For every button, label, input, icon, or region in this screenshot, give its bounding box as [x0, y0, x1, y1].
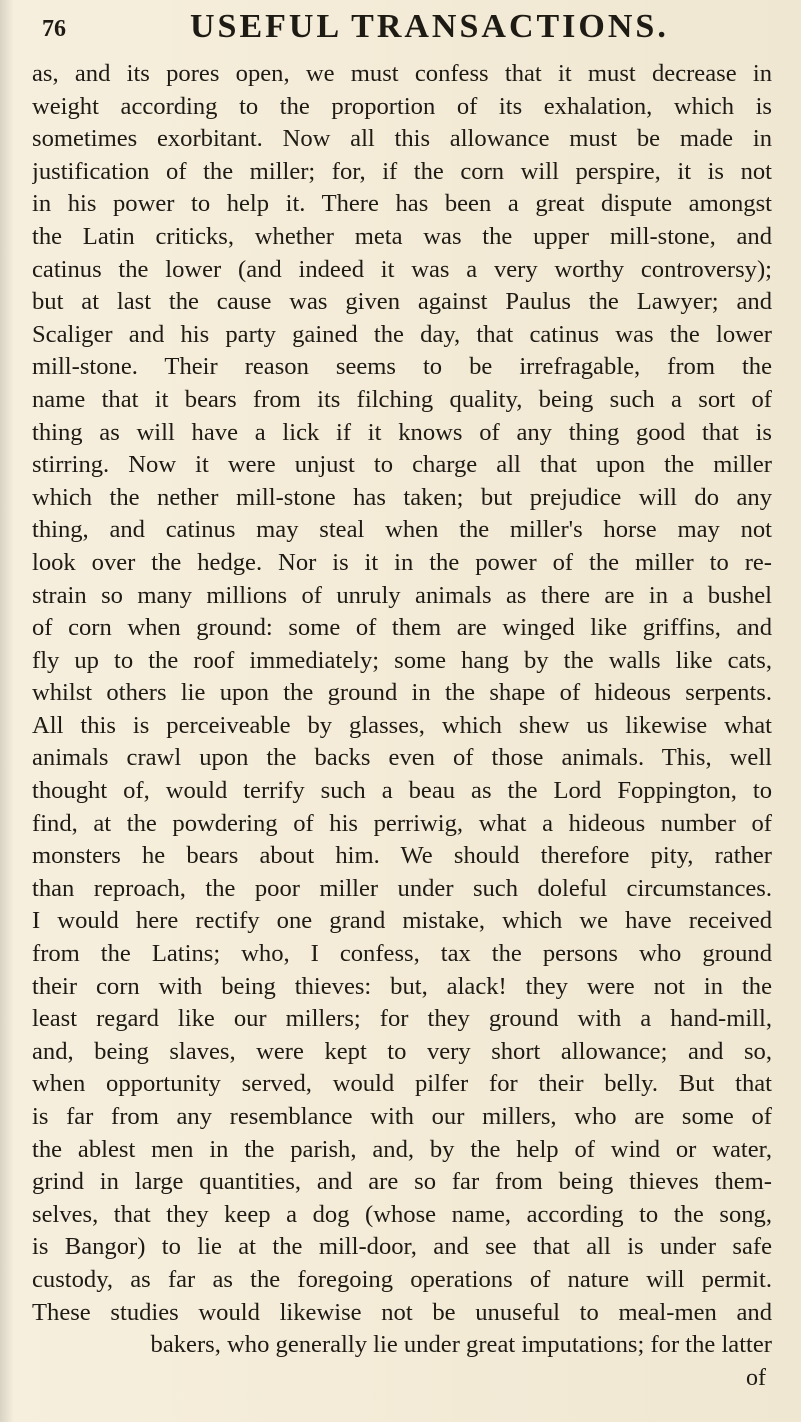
- text-line: I would here rectify one grand mistake, which we have received: [32, 907, 772, 935]
- text-line: from the Latins; who, I confess, tax the persons who ground: [32, 940, 772, 968]
- running-head: USEFUL TRANSACTIONS.: [190, 8, 669, 45]
- text-line: in his power to help it. There has been a great dispute amongst: [32, 190, 772, 218]
- text-line: and, being slaves, were kept to very short allowance; and so,: [32, 1037, 772, 1065]
- text-line: is far from any resemblance with our millers, who are some of: [32, 1103, 772, 1130]
- page-gutter-shadow: [0, 0, 14, 1422]
- page-number: 76: [42, 16, 66, 42]
- text-line: find, at the powdering of his perriwig, what a hideous number of: [32, 809, 772, 837]
- text-line: fly up to the roof immediately; some hang by the walls like cats,: [32, 646, 772, 674]
- text-line: thing, and catinus may steal when the miller's horse may not: [32, 516, 772, 544]
- body-text: [32, 58, 772, 1362]
- text-line: is Bangor) to lie at the mill-door, and see that all is under safe: [32, 1233, 772, 1261]
- text-line: animals crawl upon the backs even of those animals. This, well: [32, 744, 772, 772]
- text-line: thought of, would terrify such a beau as the Lord Foppington, to: [32, 777, 772, 805]
- text-line: mill-stone. Their reason seems to be irrefragable, from the: [32, 353, 772, 381]
- text-line: sometimes exorbitant. Now all this allowance must be made in: [32, 125, 772, 153]
- text-line: which the nether mill-stone has taken; but prejudice will do any: [32, 483, 772, 511]
- text-line: their corn with being thieves: but, alack! they were not in the: [32, 972, 772, 1000]
- text-line: weight according to the proportion of its exhalation, which is: [32, 92, 772, 120]
- text-line: than reproach, the poor miller under such doleful circumstances.: [32, 874, 772, 902]
- page-header: [32, 8, 772, 44]
- text-line: Scaliger and his party gained the day, that catinus was the lower: [32, 320, 772, 348]
- catchword: of: [746, 1365, 766, 1391]
- text-line: the Latin criticks, whether meta was the upper mill-stone, and: [32, 222, 772, 250]
- text-line: but at last the cause was given against Paulus the Lawyer; and: [32, 288, 772, 316]
- text-line: when opportunity served, would pilfer for their belly. But that: [32, 1070, 772, 1098]
- text-line: These studies would likewise not be unuseful to meal-men and: [32, 1298, 772, 1326]
- text-line: thing as will have a lick if it knows of any thing good that is: [32, 418, 772, 446]
- text-line: catinus the lower (and indeed it was a very worthy controversy);: [32, 255, 772, 283]
- text-line: justification of the miller; for, if the corn will perspire, it is not: [32, 157, 772, 185]
- text-line: as, and its pores open, we must confess that it must decrease in: [32, 60, 772, 87]
- text-line: whilst others lie upon the ground in the shape of hideous serpents.: [32, 679, 772, 707]
- text-line: custody, as far as the foregoing operations of nature will permit.: [32, 1265, 772, 1293]
- text-line: name that it bears from its filching quality, being such a sort of: [32, 385, 772, 413]
- text-line: least regard like our millers; for they ground with a hand-mill,: [32, 1005, 772, 1033]
- text-line: selves, that they keep a dog (whose name, according to the song,: [32, 1200, 772, 1228]
- text-line: grind in large quantities, and are so far from being thieves them-: [32, 1168, 772, 1196]
- text-line: All this is perceiveable by glasses, which shew us likewise what: [32, 711, 772, 739]
- text-line: monsters he bears about him. We should therefore pity, rather: [32, 842, 772, 870]
- text-line: of corn when ground: some of them are winged like griffins, and: [32, 614, 772, 642]
- text-line: bakers, who generally lie under great imputations; for the latter: [150, 1331, 772, 1359]
- text-line: stirring. Now it were unjust to charge all that upon the miller: [32, 451, 772, 479]
- text-line: the ablest men in the parish, and, by the help of wind or water,: [32, 1135, 772, 1163]
- text-line: strain so many millions of unruly animals as there are in a bushel: [32, 581, 772, 609]
- text-line: look over the hedge. Nor is it in the power of the miller to re-: [32, 548, 772, 576]
